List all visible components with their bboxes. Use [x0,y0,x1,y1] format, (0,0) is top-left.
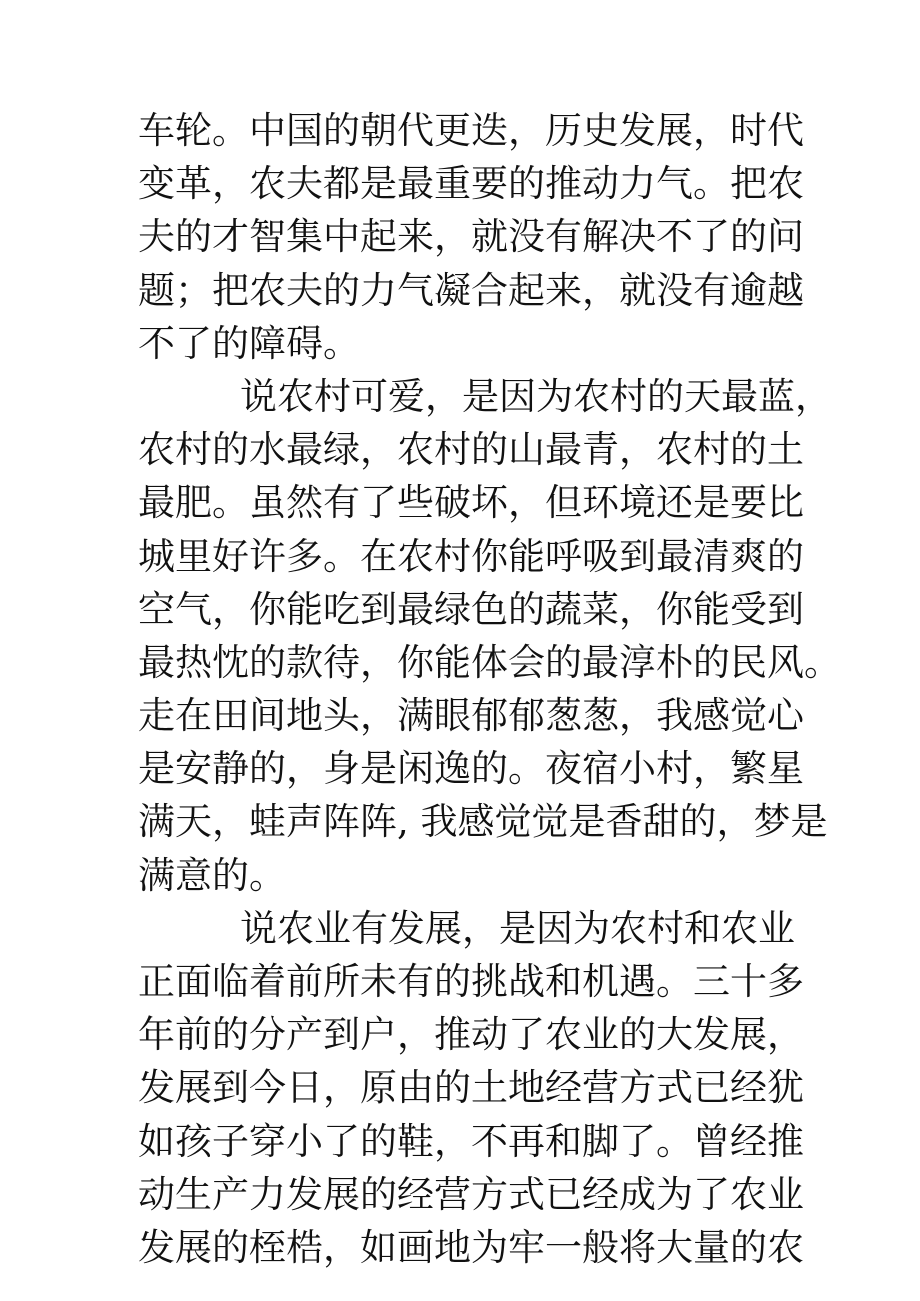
text-line: 动生产力发展的经营方式已经成为了农业 [138,1172,804,1216]
text-line: 满意的。 [138,853,286,897]
paragraph-first-line: 说农业有发展，是因为农村和农业 [240,906,795,950]
text-line: 满天，蛙声阵阵, 我感觉觉是香甜的，梦是 [138,800,828,844]
text-line: 发展到今日，原由的土地经营方式已经犹 [138,1066,804,1110]
text-line: 正面临着前所未有的挑战和机遇。三十多 [138,960,804,1003]
text-line: 题；把农夫的力气凝合起来，就没有逾越 [138,268,804,312]
text-line: 车轮。中国的朝代更迭，历史发展，时代 [138,109,804,152]
text-line: 城里好许多。在农村你能呼吸到最清爽的 [138,534,804,578]
paragraph-first-line: 说农村可爱，是因为农村的天最蓝， [240,374,832,418]
text-line: 夫的才智集中起来，就没有解决不了的问 [138,215,804,259]
text-line: 农村的水最绿，农村的山最青，农村的土 [138,428,804,472]
text-line: 最热忱的款待，你能体会的最淳朴的民风。 [138,640,841,684]
text-line: 是安静的，身是闲逸的。夜宿小村，繁星 [138,747,804,791]
text-line: 年前的分产到户，推动了农业的大发展， [138,1013,804,1057]
body-text [138,104,841,1274]
text-line: 不了的障碍。 [138,321,360,365]
text-line: 变革，农夫都是最重要的推动力气。把农 [138,162,804,206]
text-line: 走在田间地头，满眼郁郁葱葱，我感觉心 [138,694,804,738]
text-line: 如孩子穿小了的鞋，不再和脚了。曾经推 [138,1119,804,1163]
text-line: 最肥。虽然有了些破坏，但环境还是要比 [138,481,804,525]
text-line: 空气，你能吃到最绿色的蔬菜，你能受到 [138,587,804,631]
text-line: 发展的桎梏，如画地为牢一般将大量的农 [138,1225,804,1269]
